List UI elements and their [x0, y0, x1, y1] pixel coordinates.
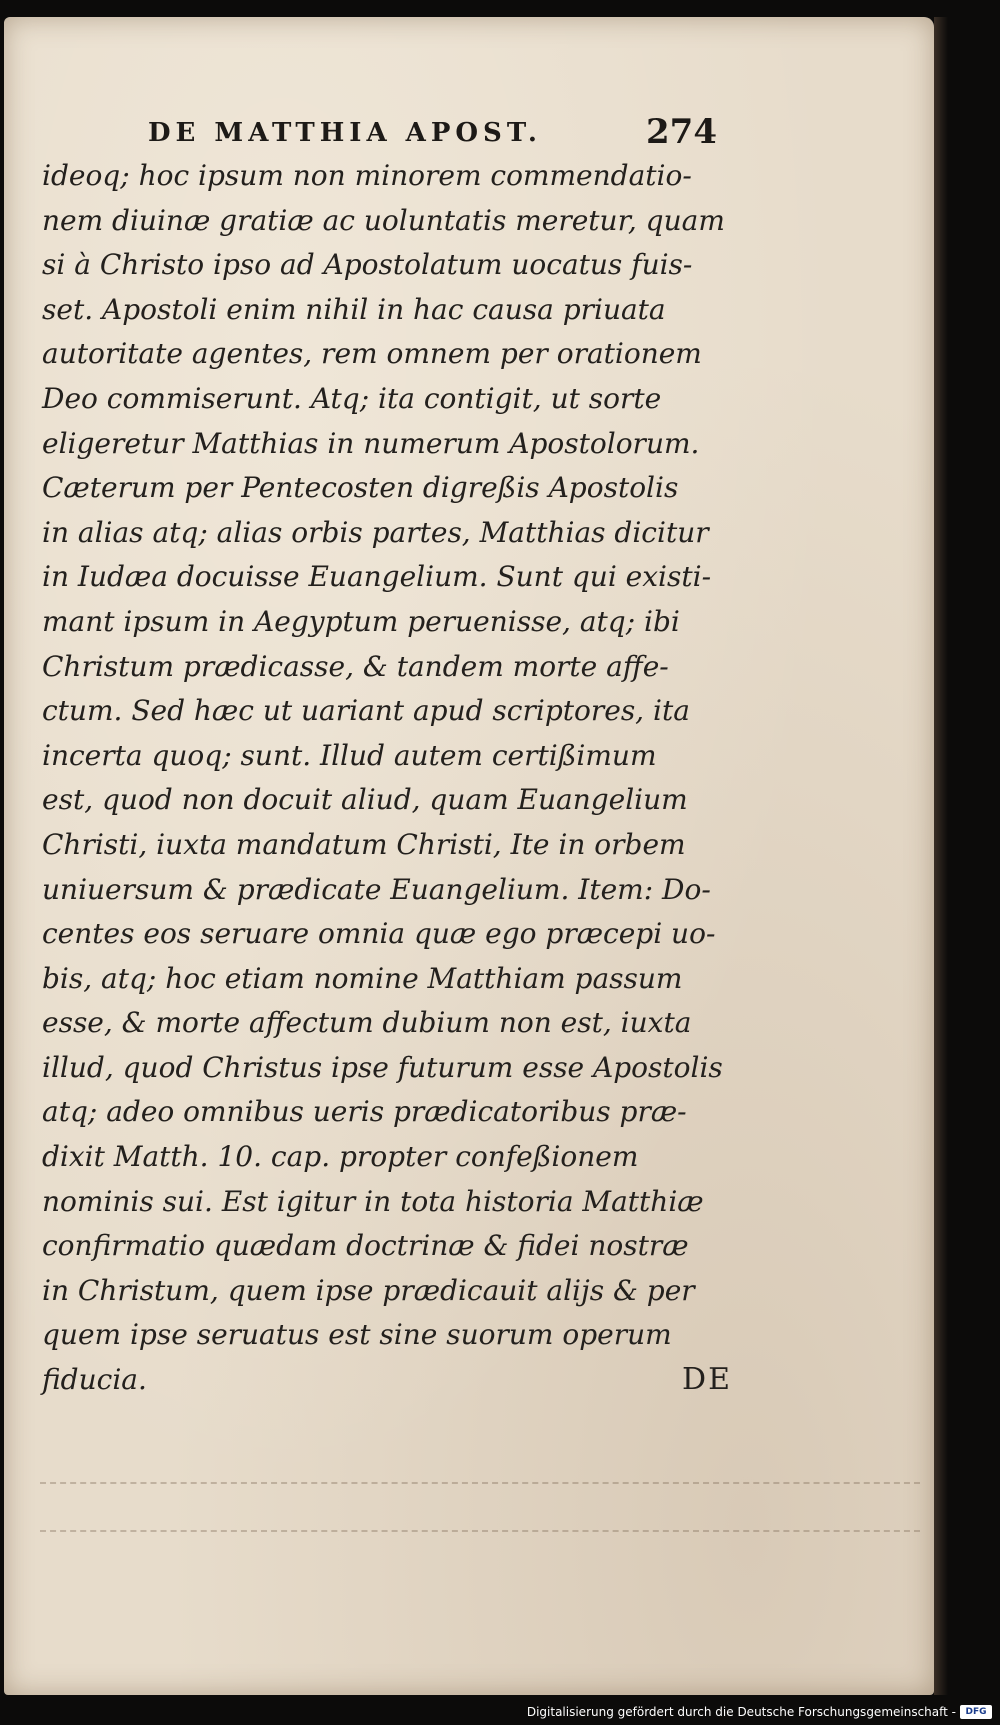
text-line: set. Apostoli enim nihil in hac causa priuata	[42, 292, 666, 326]
text-line: autoritate agentes, rem omnem per orationem	[42, 337, 702, 371]
body-text	[42, 154, 762, 1403]
text-line: ideoq; hoc ipsum non minorem commendatio-	[42, 159, 692, 192]
text-line: centes eos seruare omnia quæ ego præcepi uo-	[42, 917, 716, 951]
text-line: nem diuinæ gratiæ ac uoluntatis meretur, quam	[42, 203, 725, 237]
text-line: Cæterum per Pentecosten digreßis Apostolis	[42, 471, 679, 505]
text-line: nominis sui. Est igitur in tota historia Matthiæ	[42, 1184, 704, 1218]
dfg-logo-icon: DFG	[960, 1705, 992, 1719]
faint-ruled-line	[40, 1530, 920, 1532]
text-line: Christum prædicasse, & tandem morte affe-	[42, 649, 669, 683]
text-line: uniuersum & prædicate Euangelium. Item: Do-	[42, 872, 711, 906]
text-line: si à Christo ipso ad Apostolatum uocatus fuis-	[42, 248, 693, 282]
text-line: in alias atq; alias orbis partes, Matthias dicitur	[42, 515, 709, 549]
text-line: eligeretur Matthias in numerum Apostolorum.	[42, 426, 700, 460]
text-line: incerta quoq; sunt. Illud autem certißimum	[42, 738, 657, 772]
text-line: confirmatio quædam doctrinæ & fidei nostræ	[42, 1229, 689, 1263]
text-line: bis, atq; hoc etiam nomine Matthiam passum	[42, 961, 683, 995]
catchword: DE	[682, 1362, 732, 1398]
last-line-text: fiducia.	[42, 1363, 147, 1397]
faint-ruled-line	[40, 1482, 920, 1484]
running-title: DE MATTHIA APOST.	[148, 118, 542, 148]
page-edge-shadow	[934, 17, 948, 1695]
text-line: in Christum, quem ipse prædicauit alijs & per	[42, 1273, 695, 1307]
footer-credit: Digitalisierung gefördert durch die Deutsche Forschungsgemeinschaft -	[526, 1705, 956, 1719]
text-line: illud, quod Christus ipse futurum esse Apostolis	[42, 1050, 723, 1084]
text-line: Christi, iuxta mandatum Christi, Ite in orbem	[42, 827, 686, 861]
text-line: mant ipsum in Aegyptum peruenisse, atq; ibi	[42, 604, 680, 638]
text-line: dixit Matth. 10. cap. propter confeßionem	[42, 1140, 639, 1174]
text-line: ctum. Sed hæc ut uariant apud scriptores, ita	[42, 694, 690, 728]
text-line: est, quod non docuit aliud, quam Euangelium	[42, 783, 688, 817]
text-line-last	[42, 1358, 732, 1403]
text-line: in Iudæa docuisse Euangelium. Sunt qui existi-	[42, 560, 712, 594]
text-line: quem ipse seruatus est sine suorum operum	[42, 1318, 672, 1352]
text-line: esse, & morte affectum dubium non est, iuxta	[42, 1006, 692, 1040]
text-line: atq; adeo omnibus ueris prædicatoribus præ-	[42, 1095, 687, 1129]
page-number: 274	[646, 112, 717, 152]
text-line: Deo commiserunt. Atq; ita contigit, ut sorte	[42, 381, 662, 415]
